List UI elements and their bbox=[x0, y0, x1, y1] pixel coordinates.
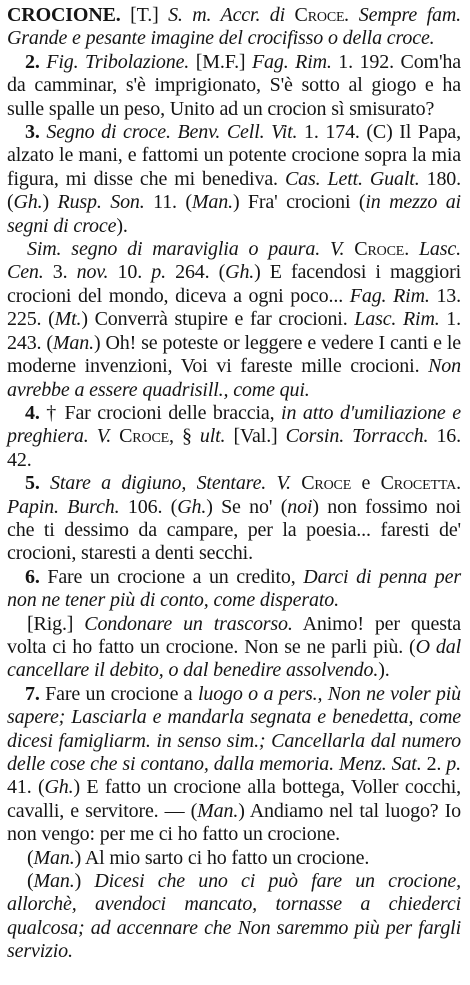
sense-number: 2. bbox=[25, 50, 40, 73]
sense-3: 3. Segno di croce. Benv. Cell. Vit. 1. 174. (C) Il Papa, alzato le mani, e fattomi un potente crocione sopra la mia figura, mi disse che mi benediva. Cas. Lett. Gualt. 180. (Gh.) Rusp. Son. 11. (Man.) Fra' crocioni (in mezzo ai segni di croce). bbox=[7, 121, 461, 237]
sense-6: 6. Fare un crocione a un credito, Darci di penna per non ne tener più di conto, come disperato. bbox=[7, 565, 462, 612]
sense-5: 5. Stare a digiuno, Stentare. V. Croce e Crocetta. Papin. Burch. 106. (Gh.) Se no' (noi) non fossimo noi che ti dessimo da campare, per la poesia... faresti de' crocioni, staresti a denti secchi. bbox=[7, 472, 461, 565]
entry-definition: CROCIONE. [T.] S. m. Accr. di Croce. Sempre fam. Grande e pesante imagine del crocifisso o della croce. bbox=[7, 4, 461, 50]
sense-number: 4. bbox=[25, 401, 40, 424]
sense-2: 2. Fig. Tribolazione. [M.F.] Fag. Rim. 1. 192. Com'ha da camminar, s'è imprigionato, S'è sotto al giogo e ha sulle spalle un peso, Unito ad un crocion sì smisurato? bbox=[7, 50, 461, 120]
sense-number: 7. bbox=[25, 682, 40, 705]
sense-7-usage: (Man.) Dicesi che uno ci può fare un crocione, allorchè, avendoci mancato, tornasse a chiederci qualcosa; ad accennare che Non saremmo più per fargli servizio. bbox=[7, 870, 461, 963]
sense-number: 6. bbox=[25, 565, 40, 588]
sense-3-sim: Sim. segno di maraviglia o paura. V. Croce. Lasc. Cen. 3. nov. 10. p. 264. (Gh.) E facendosi i maggiori crocioni del mondo, diceva a ogni poco... Fag. Rim. 13. 225. (Mt.) Converrà stupire e far crocioni. Lasc. Rim. 1. 243. (Man.) Oh! se poteste or leggere e vedere I canti e le moderne invenzioni, Voi vi fareste mille crocioni. Non avrebbe a essere quadrisill., come qui. bbox=[7, 238, 461, 401]
sense-7: 7. Fare un crocione a luogo o a pers., Non ne voler più sapere; Lasciarla e mandarla segnata e benedetta, come dicesi famigliarm. in senso sim.; Cancellarla dal numero delle cose che si contano, dalla memoria. Menz. Sat. 2. p. 41. (Gh.) E fatto un crocione alla bottega, Voller cocchi, cavalli, e servitore. — (Man.) Andiamo nel tal luogo? Io non vengo: per me ci ho fatto un crocione. bbox=[7, 682, 462, 846]
sense-number: 3. bbox=[25, 121, 40, 144]
headword: CROCIONE. bbox=[7, 4, 121, 26]
sense-number: 5. bbox=[25, 472, 40, 495]
sense-7-example: (Man.) Al mio sarto ci ho fatto un crocione. bbox=[27, 846, 370, 869]
sense-6-rig: [Rig.] Condonare un trascorso. Animo! per questa volta ci ho fatto un crocione. Non se ne parli più. (O dal cancellare il debito, o dal benedire assolvendo.). bbox=[7, 612, 462, 682]
sense-4: 4. † Far crocioni delle braccia, in atto d'umiliazione e preghiera. V. Croce, § ult. [Val.] Corsin. Torracch. 16. 42. bbox=[7, 401, 461, 471]
